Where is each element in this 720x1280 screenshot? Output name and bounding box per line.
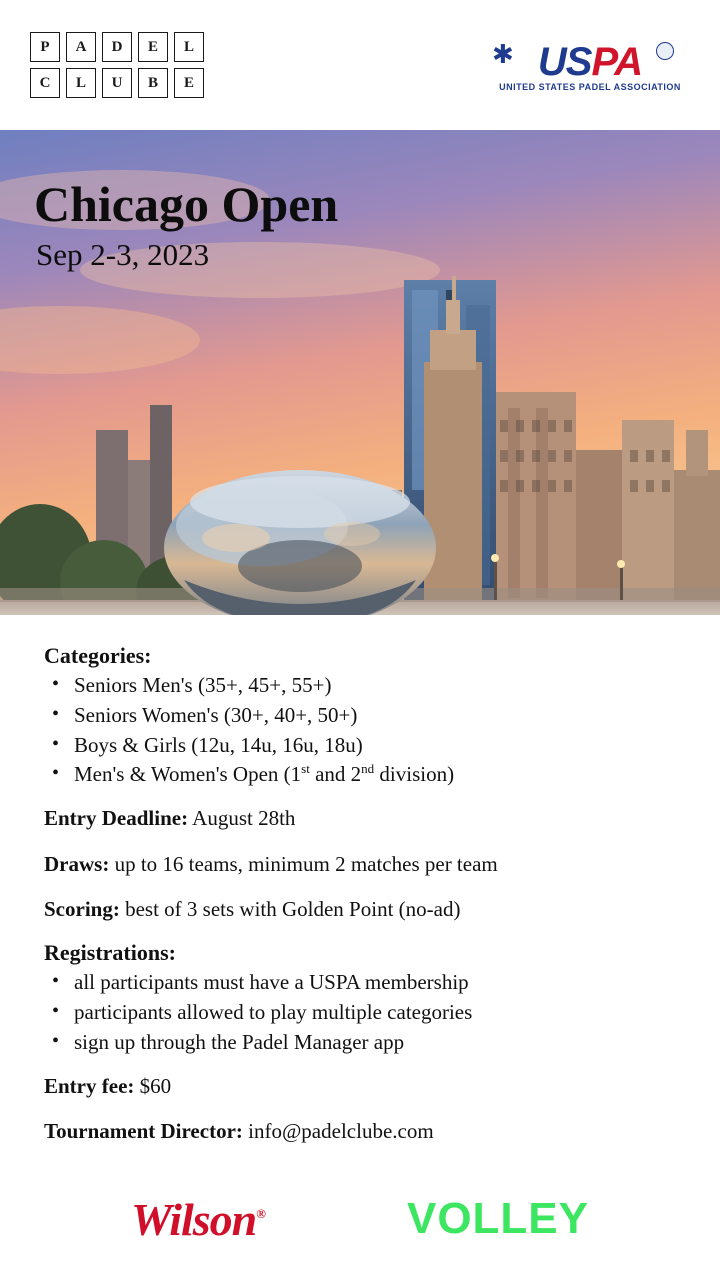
list-item: • Boys & Girls (12u, 14u, 16u, 18u) xyxy=(44,731,676,761)
padel-logo-letter: L xyxy=(66,68,96,98)
volley-logo: VOLLEY xyxy=(406,1194,589,1243)
tournament-director-email[interactable]: info@padelclube.com xyxy=(248,1119,434,1144)
list-item: • sign up through the Padel Manager app xyxy=(44,1028,676,1058)
sponsor-bar xyxy=(0,1184,720,1254)
entry-deadline-label: Entry Deadline: xyxy=(44,806,189,831)
open-division-pre: Men's & Women's Open (1 xyxy=(74,762,302,787)
padel-logo-letter: P xyxy=(30,32,60,62)
tournament-details xyxy=(0,615,720,1147)
categories-heading: Categories: xyxy=(44,643,152,668)
hero-banner xyxy=(0,130,720,615)
padel-ball-icon xyxy=(656,42,674,60)
draws-label: Draws: xyxy=(44,851,110,876)
draws-line xyxy=(44,850,676,879)
page-header xyxy=(0,0,720,130)
list-item: • participants allowed to play multiple categories xyxy=(44,998,676,1028)
tournament-director-label: Tournament Director: xyxy=(44,1119,243,1144)
categories-list xyxy=(44,671,676,790)
open-division-mid: and 2 xyxy=(309,762,362,787)
scoring-value: best of 3 sets with Golden Point (no-ad) xyxy=(125,897,461,922)
registrations-block xyxy=(44,940,676,1057)
page-title: Chicago Open xyxy=(34,176,339,232)
padel-logo-letter: D xyxy=(102,32,132,62)
ordinal-suffix-second: nd xyxy=(361,761,375,777)
uspa-logo xyxy=(490,29,690,101)
padel-logo-letter: E xyxy=(138,32,168,62)
wilson-logo: Wilson ® xyxy=(131,1193,265,1246)
tournament-director-line xyxy=(44,1117,676,1146)
uspa-us-text: US xyxy=(537,39,592,84)
uspa-subtitle: UNITED STATES PADEL ASSOCIATION xyxy=(499,82,681,92)
entry-deadline-line xyxy=(44,804,676,833)
padel-logo-row-1 xyxy=(30,32,204,62)
ordinal-suffix-first: st xyxy=(301,761,310,777)
padel-logo-letter: L xyxy=(174,32,204,62)
padel-logo-letter: A xyxy=(66,32,96,62)
event-date: Sep 2-3, 2023 xyxy=(36,236,210,272)
padel-logo-letter: U xyxy=(102,68,132,98)
categories-block xyxy=(44,643,676,790)
list-item xyxy=(44,760,676,790)
star-burst-icon: ✱ xyxy=(492,40,514,69)
registrations-heading: Registrations: xyxy=(44,940,176,966)
scoring-line xyxy=(44,895,676,924)
padel-logo-letter: E xyxy=(174,68,204,98)
hero-text-block xyxy=(34,178,338,273)
list-item: • Seniors Women's (30+, 40+, 50+) xyxy=(44,701,676,731)
entry-fee-label: Entry fee: xyxy=(44,1073,135,1098)
padel-logo-letter: B xyxy=(138,68,168,98)
list-item: • all participants must have a USPA membership xyxy=(44,968,676,998)
entry-deadline-value: August 28th xyxy=(192,806,296,831)
padel-logo-row-2 xyxy=(30,68,204,98)
entry-fee-value: $60 xyxy=(139,1073,172,1098)
padel-logo-letter: C xyxy=(30,68,60,98)
scoring-label: Scoring: xyxy=(44,897,120,922)
open-division-post: division) xyxy=(374,762,455,787)
entry-fee-line xyxy=(44,1072,676,1101)
draws-value: up to 16 teams, minimum 2 matches per team xyxy=(114,851,498,876)
padel-club-logo xyxy=(30,32,204,98)
uspa-logo-wordmark xyxy=(490,38,690,86)
registrations-list xyxy=(44,968,676,1057)
uspa-pa-text: PA xyxy=(591,39,643,84)
list-item: • Seniors Men's (35+, 45+, 55+) xyxy=(44,671,676,701)
